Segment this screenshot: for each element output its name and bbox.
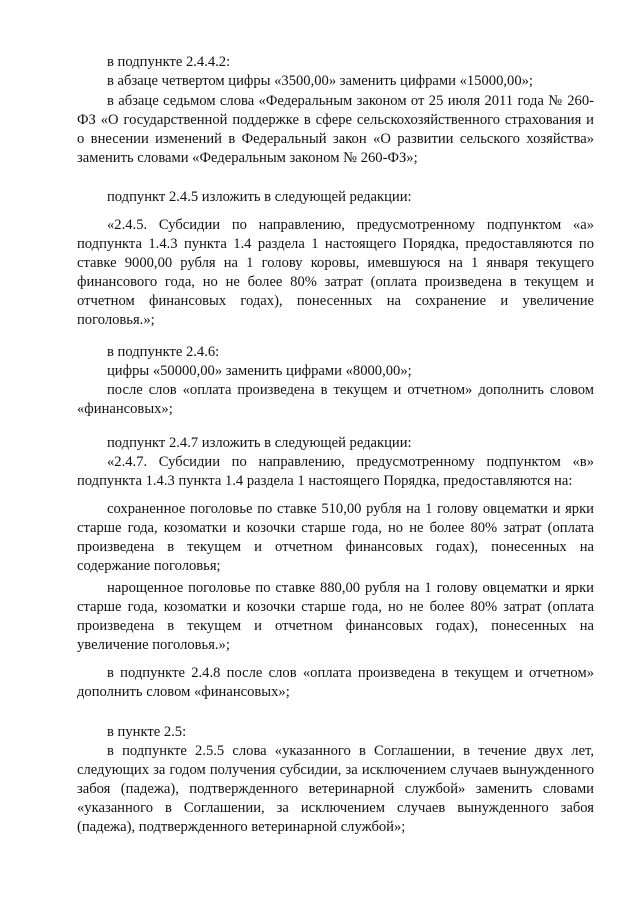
paragraph-subitem-2-4-8: в подпункте 2.4.8 после слов «оплата произведена в текущем и отчетном» дополнить словом «финансовых»; (77, 665, 594, 700)
paragraph-subitem-2-4-5-text: «2.4.5. Субсидии по направлению, предусмотренному подпунктом «а» подпункта 1.4.3 пункта 1.4 раздела 1 настоящего Порядка, предоставляются по ставке 9000,00 рубля на 1 голову коровы, имевшуюся на 1 января текущего финансового года, но не более 80% затрат (оплата произведена в текущем и отчетном финансовых годах), понесенных на сохранение и увеличение поголовья.»; (77, 217, 594, 328)
paragraph-subitem-2-5-5: в подпункте 2.5.5 слова «указанного в Соглашении, в течение двух лет, следующих за годом получения субсидии, за исключением случаев вынужденного забоя (падежа), подтвержденного ветеринарной службой» заменить словами «указанного в Соглашении, за исключением случаев вынужденного забоя (падежа), подтвержденного ветеринарной службой»; (77, 743, 594, 835)
paragraph-subitem-2-4-6: в подпункте 2.4.6: (107, 344, 220, 360)
paragraph-preserved-livestock: сохраненное поголовье по ставке 510,00 рубля на 1 голову овцематки и ярки старше года, козоматки и козочки старше года, но не более 80% затрат (оплата произведена в текущем и отчетном финансовых годах), понесенных на содержание поголовья; (77, 501, 594, 574)
paragraph-financial-addition: после слов «оплата произведена в текущем и отчетном» дополнить словом «финансовых»; (77, 382, 594, 417)
paragraph-paragraph-four-change: в абзаце четвертом цифры «3500,00» заменить цифрами «15000,00»; (107, 73, 533, 89)
paragraph-item-2-5: в пункте 2.5: (107, 724, 187, 740)
paragraph-digits-change: цифры «50000,00» заменить цифрами «8000,00»; (107, 363, 412, 379)
paragraph-increased-livestock: нарощенное поголовье по ставке 880,00 рубля на 1 голову овцематки и ярки старше года, козоматки и козочки старше года, но не более 80% затрат (оплата произведена в текущем и отчетном финансовых годах), понесенных на увеличение поголовья.»; (77, 580, 594, 653)
paragraph-subitem-2-4-5-header: подпункт 2.4.5 изложить в следующей редакции: (107, 189, 412, 205)
paragraph-subitem-2-4-4-2: в подпункте 2.4.4.2: (107, 54, 231, 70)
paragraph-subitem-2-4-7-header: подпункт 2.4.7 изложить в следующей редакции: (107, 435, 412, 451)
paragraph-subitem-2-4-7-text: «2.4.7. Субсидии по направлению, предусмотренному подпунктом «в» подпункта 1.4.3 пункта 1.4 раздела 1 настоящего Порядка, предоставляются на: (77, 454, 594, 489)
paragraph-paragraph-seven-change: в абзаце седьмом слова «Федеральным законом от 25 июля 2011 года № 260-ФЗ «О государственной поддержке в сфере сельскохозяйственного страхования и о внесении изменений в Федеральный закон «О развитии сельского хозяйства» заменить словами «Федеральным законом № 260-ФЗ»; (77, 93, 594, 166)
